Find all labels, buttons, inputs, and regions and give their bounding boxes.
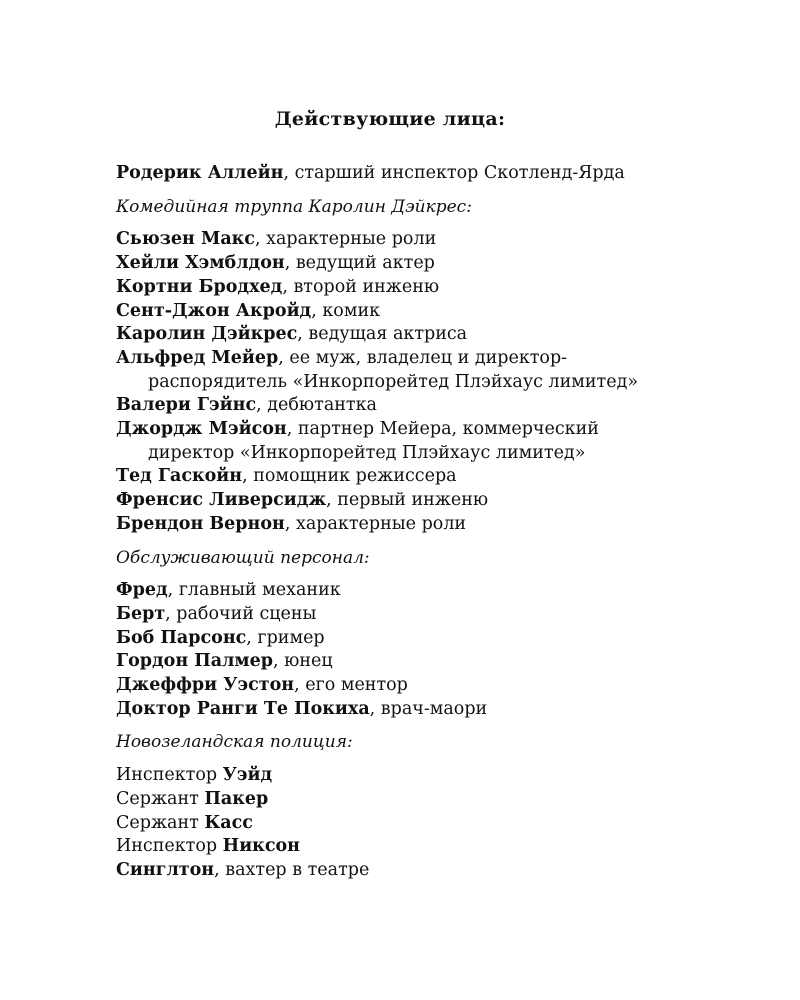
cast-entry [116, 764, 756, 788]
character-name: Альфред Мейер [116, 347, 279, 368]
character-name: Доктор Ранги Те Покиха [116, 698, 370, 719]
cast-list [116, 162, 756, 883]
character-name: Сьюзен Макс [116, 229, 255, 250]
character-name: Родерик Аллейн [116, 163, 284, 183]
cast-entry-continuation: директор «Инкорпорейтед Плэйхаус лимитед» [148, 442, 586, 463]
cast-entry [116, 489, 756, 513]
character-description: , главный механик [167, 580, 341, 601]
character-description: , партнер Мейера, коммерческий [286, 419, 599, 440]
cast-entry [116, 698, 756, 722]
section-police [116, 731, 756, 882]
character-description: , ее муж, владелец и директор- [278, 347, 568, 368]
character-description: , дебютантка [256, 395, 377, 416]
section-troupe [116, 196, 756, 537]
character-name: Боб Парсонс [116, 627, 247, 648]
character-description: , комик [311, 300, 381, 321]
character-name: Хейли Хэмблдон [116, 253, 285, 274]
character-name: Гордон Палмер [116, 651, 274, 672]
cast-entry [116, 418, 756, 442]
character-rank: Сержант [116, 812, 205, 833]
cast-entry [116, 812, 756, 836]
character-name: Пакер [204, 788, 269, 809]
character-description: , первый инженю [326, 490, 489, 511]
cast-entry [116, 394, 756, 418]
character-rank: Сержант [116, 788, 205, 809]
page-title: Действующие лица: [274, 108, 506, 130]
character-name: Кортни Бродхед [116, 276, 283, 297]
cast-entry [116, 300, 756, 324]
section-heading: Комедийная труппа Каролин Дэйкрес: [116, 196, 472, 217]
cast-entry [116, 603, 756, 627]
character-rank: Инспектор [116, 765, 223, 786]
character-description: , ведущий актер [284, 253, 435, 274]
cast-entry [116, 835, 756, 859]
character-name: Каролин Дэйкрес [116, 324, 298, 345]
character-name: Джеффри Уэстон [116, 675, 295, 696]
character-name: Берт [116, 603, 166, 624]
cast-entry [116, 513, 756, 537]
character-description: , рабочий сцены [165, 603, 317, 624]
section-heading: Новозеландская полиция: [116, 732, 353, 753]
cast-entry [116, 627, 756, 651]
cast-entry [116, 674, 756, 698]
lead-entry [116, 162, 756, 186]
cast-entry [116, 859, 756, 883]
character-name: Тед Гаскойн [116, 466, 243, 487]
cast-entry [116, 347, 756, 371]
character-description: , гример [246, 627, 325, 648]
character-description: , юнец [273, 651, 333, 672]
cast-entry [116, 650, 756, 674]
character-description: , ведущая актриса [297, 324, 468, 345]
character-name: Джордж Мэйсон [116, 419, 287, 440]
cast-entry [116, 465, 756, 489]
cast-entry-continuation: распорядитель «Инкорпорейтед Плэйхаус лимитед» [148, 371, 639, 392]
cast-entry [116, 579, 756, 603]
character-description: , помощник режиссера [242, 466, 457, 487]
cast-entry [116, 228, 756, 252]
section-heading: Обслуживающий персонал: [116, 547, 370, 568]
character-name: Сент-Джон Акройд [116, 300, 312, 321]
character-description: , врач-маори [369, 698, 488, 719]
character-name: Уэйд [222, 765, 273, 786]
character-name: Френсис Ливерсидж [116, 490, 327, 511]
cast-entry [116, 276, 756, 300]
character-description: , характерные роли [254, 229, 437, 250]
character-description: , старший инспектор Скотленд-Ярда [283, 163, 625, 183]
cast-entry [116, 252, 756, 276]
character-description: , второй инженю [282, 276, 440, 297]
character-name: Касс [204, 812, 253, 833]
character-name: Синглтон [116, 859, 215, 880]
cast-entry [116, 788, 756, 812]
cast-entry [116, 323, 756, 347]
character-name: Никсон [222, 836, 300, 857]
character-name: Валери Гэйнс [116, 395, 257, 416]
section-staff [116, 547, 756, 722]
character-name: Фред [116, 580, 168, 601]
character-description: , вахтер в театре [214, 859, 370, 880]
character-description: , его ментор [294, 675, 408, 696]
character-name: Брендон Вернон [116, 513, 285, 534]
character-rank: Инспектор [116, 836, 223, 857]
character-description: , характерные роли [284, 513, 467, 534]
